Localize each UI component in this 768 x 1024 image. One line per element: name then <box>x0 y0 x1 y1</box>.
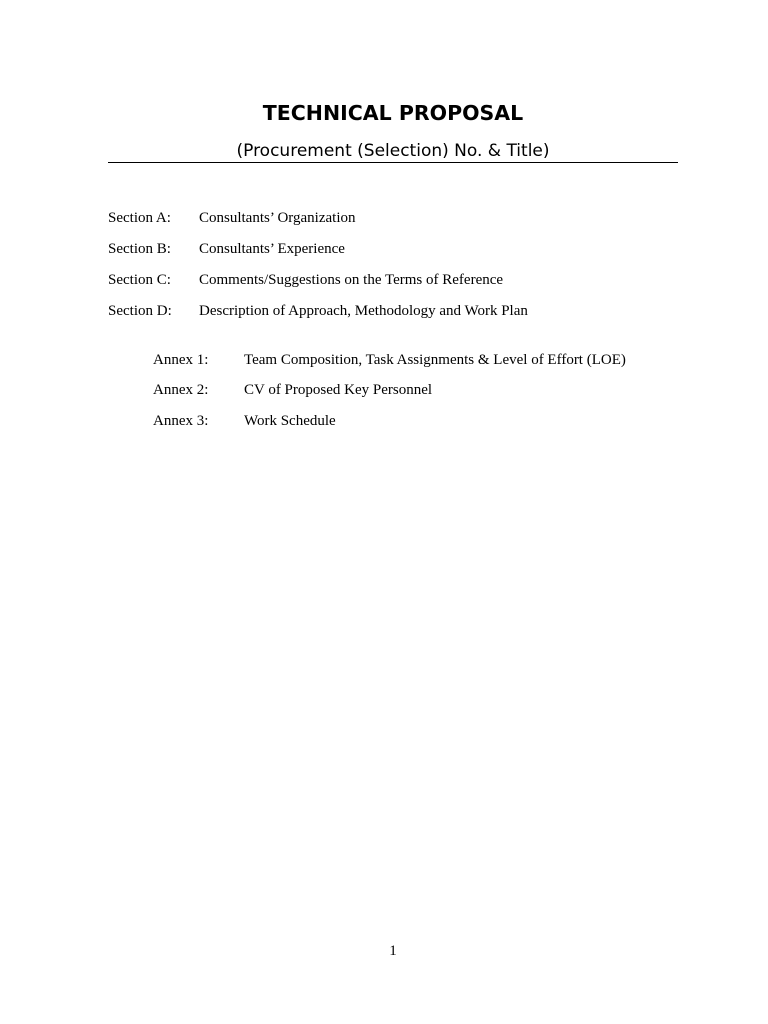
annex-1-label: Annex 1: <box>153 352 209 368</box>
page-number: 1 <box>389 943 397 959</box>
section-d-label: Section D: <box>108 303 172 319</box>
annex-3-text: Work Schedule <box>244 413 336 429</box>
section-b-label: Section B: <box>108 241 171 257</box>
annex-2-text: CV of Proposed Key Personnel <box>244 382 433 398</box>
section-a-text: Consultants’ Organization <box>199 210 356 226</box>
section-c-label: Section C: <box>108 272 171 288</box>
section-c-text: Comments/Suggestions on the Terms of Reference <box>199 272 504 288</box>
section-a-label: Section A: <box>108 210 171 226</box>
section-d-text: Description of Approach, Methodology and Work Plan <box>199 303 528 319</box>
annex-2-label: Annex 2: <box>153 382 209 398</box>
title-underline <box>108 162 678 163</box>
section-b-text: Consultants’ Experience <box>199 241 345 257</box>
annex-1-text: Team Composition, Task Assignments & Level of Effort (LOE) <box>244 352 626 368</box>
document-title: TECHNICAL PROPOSAL <box>262 101 524 125</box>
document-subtitle: (Procurement (Selection) No. & Title) <box>236 141 550 161</box>
annex-3-label: Annex 3: <box>153 413 209 429</box>
